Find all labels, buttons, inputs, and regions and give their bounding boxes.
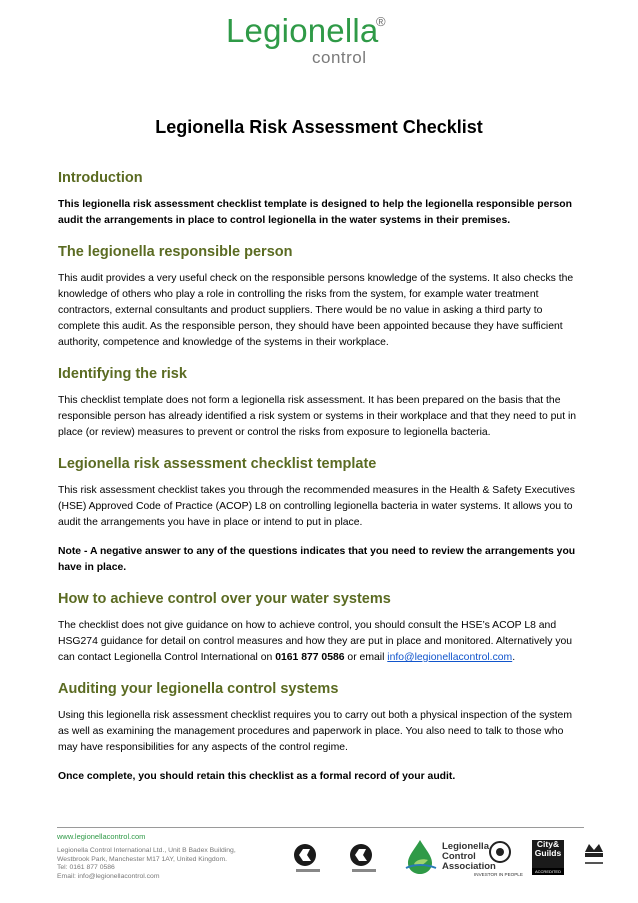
page-title: Legionella Risk Assessment Checklist: [155, 117, 483, 137]
section-responsible-person: [58, 242, 583, 351]
phone-number: 0161 877 0586: [275, 652, 345, 663]
text-before: The checklist does not give guidance on how to achieve control, you should consult the HSE’s ACOP L8 and HSG274 guidance for detail on control measures and how they are put in place and monitored. Alternatively you can contact Legionella Control International on: [58, 620, 573, 663]
address-line: Email: info@legionellacontrol.com: [57, 872, 160, 880]
section-heading: Auditing your legionella control systems: [58, 681, 339, 697]
section-text: This legionella risk assessment checklist template is designed to help the legionella responsible person audit the arrangements in place to control legionella in the water systems in their premises.: [58, 199, 572, 226]
city-guilds-badge: City& Guilds: [532, 840, 564, 874]
text-mid: or email: [344, 652, 388, 663]
section-introduction: [58, 168, 583, 229]
lca-droplet-icon: [402, 838, 442, 876]
section-heading: How to achieve control over your water systems: [58, 591, 391, 607]
address-line: Tel: 0161 877 0586: [57, 864, 115, 872]
section-note: Note - A negative answer to any of the questions indicates that you need to review the arrangements you have in place.: [58, 546, 576, 573]
section-text: This risk assessment checklist takes you through the recommended measures in the Health & Safety Executives (HSE) Approved Code of Practice (ACOP) L8 on controlling legionella bacteria in water systems. It allows you to audit the arrangements you have in place or intend to put in place.: [58, 485, 575, 528]
address-line: Legionella Control International Ltd., Unit B Badex Building,: [57, 847, 236, 854]
section-heading: Introduction: [58, 170, 143, 186]
logo-subtitle: control: [312, 48, 367, 67]
section-auditing: [58, 679, 583, 785]
email-link[interactable]: info@legionellacontrol.com: [387, 652, 513, 663]
section-heading: The legionella responsible person: [58, 244, 293, 260]
section-text: [58, 618, 583, 666]
logo-wordmark: Legionella: [226, 12, 379, 49]
section-text: Using this legionella risk assessment checklist requires you to carry out both a physical inspection of the system as well as examining the management procedures and paperwork in place. You also need to talk to those who may have responsibilities for any aspects of the control regime.: [58, 710, 572, 753]
section-identifying-risk: [58, 364, 583, 441]
accreditation-badges: [292, 838, 612, 878]
section-text: This checklist template does not form a legionella risk assessment. It has been prepared on the basis that the responsible person has already identified a risk system or systems in their workplace and that they need to put in place (or review) measures to prevent or control the risks from exposure to legionella bacteria.: [58, 395, 577, 438]
address-line: Westbrook Park, Manchester M17 1AY, United Kingdom.: [57, 855, 228, 863]
bsi-kitemark-badge-icon: [292, 838, 324, 874]
section-closing: Once complete, you should retain this checklist as a formal record of your audit.: [58, 771, 456, 782]
text-after: .: [512, 652, 516, 663]
section-text: This audit provides a very useful check on the responsible persons knowledge of the systems. It also checks the knowledge of others who play a role in controlling the risks from the system, for example water treatment contractors, external consultants and product suppliers. There would be no value in asking a third party to complete this audit. As the responsible person, they should have been appointed because they have sufficient authority, competence and knowledge of the systems in their workplace.: [58, 273, 574, 348]
legionella-control-logo: [226, 12, 396, 68]
investor-in-people-laurel-icon: [488, 838, 512, 868]
bsi-kitemark-badge-icon: [348, 838, 380, 874]
footer-website: www.legionellacontrol.com: [57, 832, 146, 841]
iip-badge-text: INVESTOR IN PEOPLE: [474, 872, 523, 877]
city-guilds-accredited: ACCREDITED: [532, 868, 564, 875]
registered-mark: ®: [376, 14, 386, 29]
section-heading: Legionella risk assessment checklist template: [58, 456, 377, 472]
section-achieve-control: [58, 589, 583, 666]
lca-badge-text: Legionella Control Association: [442, 841, 496, 872]
section-checklist-template: [58, 454, 583, 576]
section-heading: Identifying the risk: [58, 366, 187, 382]
crown-crest-icon: [582, 838, 606, 872]
document-body: [58, 168, 583, 798]
footer-address: [57, 847, 236, 881]
footer-divider: [57, 827, 584, 828]
